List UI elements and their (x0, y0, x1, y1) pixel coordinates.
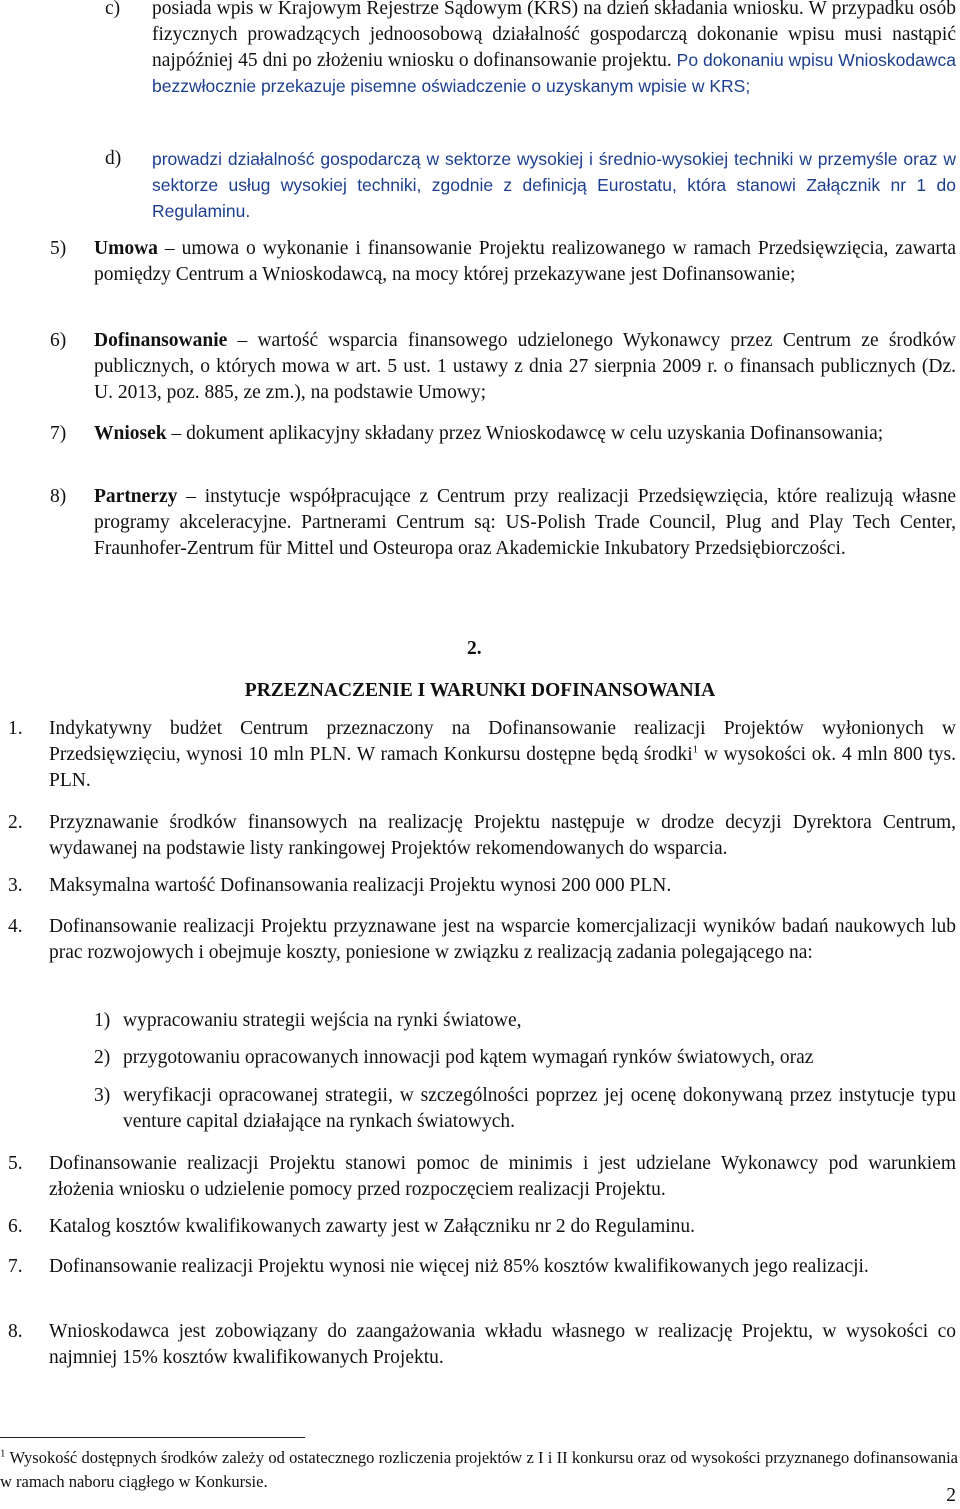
definition-number: 6) (50, 330, 67, 351)
list-item-c-text: posiada wpis w Krajowym Rejestrze Sądowym (KRS) na dzień składania wniosku. W przypadku osób fizycznych prowadzących jednoosobową działalność gospodarczą dokonanie wpisu musi nastąpić najpóźniej 45 dni po złożeniu wniosku o dofinansowanie projektu. (152, 0, 956, 71)
item-2-text: Przyznawanie środków finansowych na realizację Projektu następuje w drodze decyzji Dyrektora Centrum, wydawanej na podstawie listy rankingowej Projektów rekomendowanych do wsparcia. (49, 812, 956, 859)
item-number: 8. (8, 1321, 23, 1342)
list-item-c-text-continued: Po dokonaniu wpisu Wnioskodawca bezzwłocznie przekazuje pisemne oświadczenie o uzyskanym wpisie w KRS; (152, 50, 956, 96)
item-8-text: Wnioskodawca jest zobowiązany do zaangażowania wkładu własnego w realizację Projektu, w wysokości co najmniej 15% kosztów kwalifikowanych Projektu. (49, 1321, 956, 1368)
definition-term: Umowa (94, 238, 158, 259)
item-text-continued: w wysokości ok. 4 mln 800 tys. PLN. (49, 744, 956, 791)
definition-text: – instytucje współpracujące z Centrum przy realizacji Przedsięwzięcia, które realizują własne programy akceleracyjne. Partnerami Centrum są: US-Polish Trade Council, Plug and Play Tech Center, Fraunhofer-Zentrum für Mittel und Osteuropa oraz Akademickie Inkubatory Przedsiębiorczości. (94, 486, 956, 559)
subitem-text: weryfikacji opracowanej strategii, w szczególności poprzez jej ocenę dokonywaną przez instytucje typu venture capital działające na rynkach światowych. (123, 1085, 956, 1132)
definition-dofinansowanie (94, 328, 956, 406)
item-4-text: Dofinansowanie realizacji Projektu przyznawane jest na wsparcie komercjalizacji wyników badań naukowych lub prac rozwojowych i obejmuje koszty, poniesione w związku z realizacją zadania polegającego na: (49, 916, 956, 963)
definition-term: Partnerzy (94, 486, 178, 507)
item-3-text: Maksymalna wartość Dofinansowania realizacji Projektu wynosi 200 000 PLN. (49, 875, 672, 896)
footnote-text: Wysokość dostępnych środków zależy od ostatecznego rozliczenia projektów z I i II konkursu oraz od wysokości przyznanego dofinansowania w ramach naboru ciągłego w Konkursie. (0, 1448, 958, 1491)
item-1-text (49, 716, 956, 794)
definition-term: Dofinansowanie (94, 330, 228, 351)
item-number: 1. (8, 718, 23, 739)
definition-number: 5) (50, 238, 67, 259)
page-number: 2 (946, 1485, 956, 1506)
list-item-c (152, 0, 956, 98)
subitem-text: przygotowaniu opracowanych innowacji pod kątem wymagań rynków światowych, oraz (123, 1047, 814, 1068)
footnote-number: 1 (0, 1447, 6, 1460)
definition-text: – dokument aplikacyjny składany przez Wnioskodawcę w celu uzyskania Dofinansowania; (166, 423, 884, 444)
footnote (0, 1446, 958, 1494)
subitem-number: 1) (94, 1010, 111, 1031)
definition-term: Wniosek (94, 423, 167, 444)
item-number: 2. (8, 812, 23, 833)
list-label-c: c) (105, 0, 121, 19)
item-text: Indykatywny budżet Centrum przeznaczony na Dofinansowanie realizacji Projektów wyłonionych w Przedsięwzięciu, wynosi 10 mln PLN. W ramach Konkursu dostępne będą środki (49, 718, 956, 765)
subitem-text: wypracowaniu strategii wejścia na rynki światowe, (123, 1010, 522, 1031)
list-item-d-text: prowadzi działalność gospodarczą w sektorze wysokiej i średnio-wysokiej techniki w przemyśle oraz w sektorze usług wysokiej techniki, zgodnie z definicją Eurostatu, która stanowi Załącznik nr 1 do Regulaminu. (152, 149, 956, 221)
definition-number: 7) (50, 423, 67, 444)
subitem-number: 2) (94, 1047, 111, 1068)
definition-wniosek (94, 421, 956, 447)
item-5-text: Dofinansowanie realizacji Projektu stanowi pomoc de minimis i jest udzielane Wykonawcy pod warunkiem złożenia wniosku o udzielenie pomocy przed rozpoczęciem realizacji Projektu. (49, 1153, 956, 1200)
item-number: 3. (8, 875, 23, 896)
item-number: 6. (8, 1216, 23, 1237)
item-7-text: Dofinansowanie realizacji Projektu wynosi nie więcej niż 85% kosztów kwalifikowanych jego realizacji. (49, 1256, 869, 1277)
item-number: 7. (8, 1256, 23, 1277)
footnote-divider (0, 1437, 305, 1438)
item-number: 5. (8, 1153, 23, 1174)
definition-partnerzy (94, 484, 956, 562)
subitem-number: 3) (94, 1085, 111, 1106)
section-number: 2. (467, 638, 482, 659)
list-label-d: d) (105, 148, 122, 169)
definition-text: – wartość wsparcia finansowego udzielonego Wykonawcy przez Centrum ze środków publicznych, o których mowa w art. 5 ust. 1 ustawy z dnia 27 sierpnia 2009 r. o finansach publicznych (Dz. U. 2013, poz. 885, ze zm.), na podstawie Umowy; (94, 330, 956, 403)
item-number: 4. (8, 916, 23, 937)
item-6-text: Katalog kosztów kwalifikowanych zawarty jest w Załączniku nr 2 do Regulaminu. (49, 1216, 696, 1237)
section-title: PRZEZNACZENIE I WARUNKI DOFINANSOWANIA (244, 680, 716, 701)
footnote-ref: 1 (692, 743, 699, 756)
definition-number: 8) (50, 486, 67, 507)
definition-umowa (94, 236, 956, 288)
definition-text: – umowa o wykonanie i finansowanie Projektu realizowanego w ramach Przedsięwzięcia, zawarta pomiędzy Centrum a Wnioskodawcą, na mocy której przekazywane jest Dofinansowanie; (94, 238, 956, 285)
